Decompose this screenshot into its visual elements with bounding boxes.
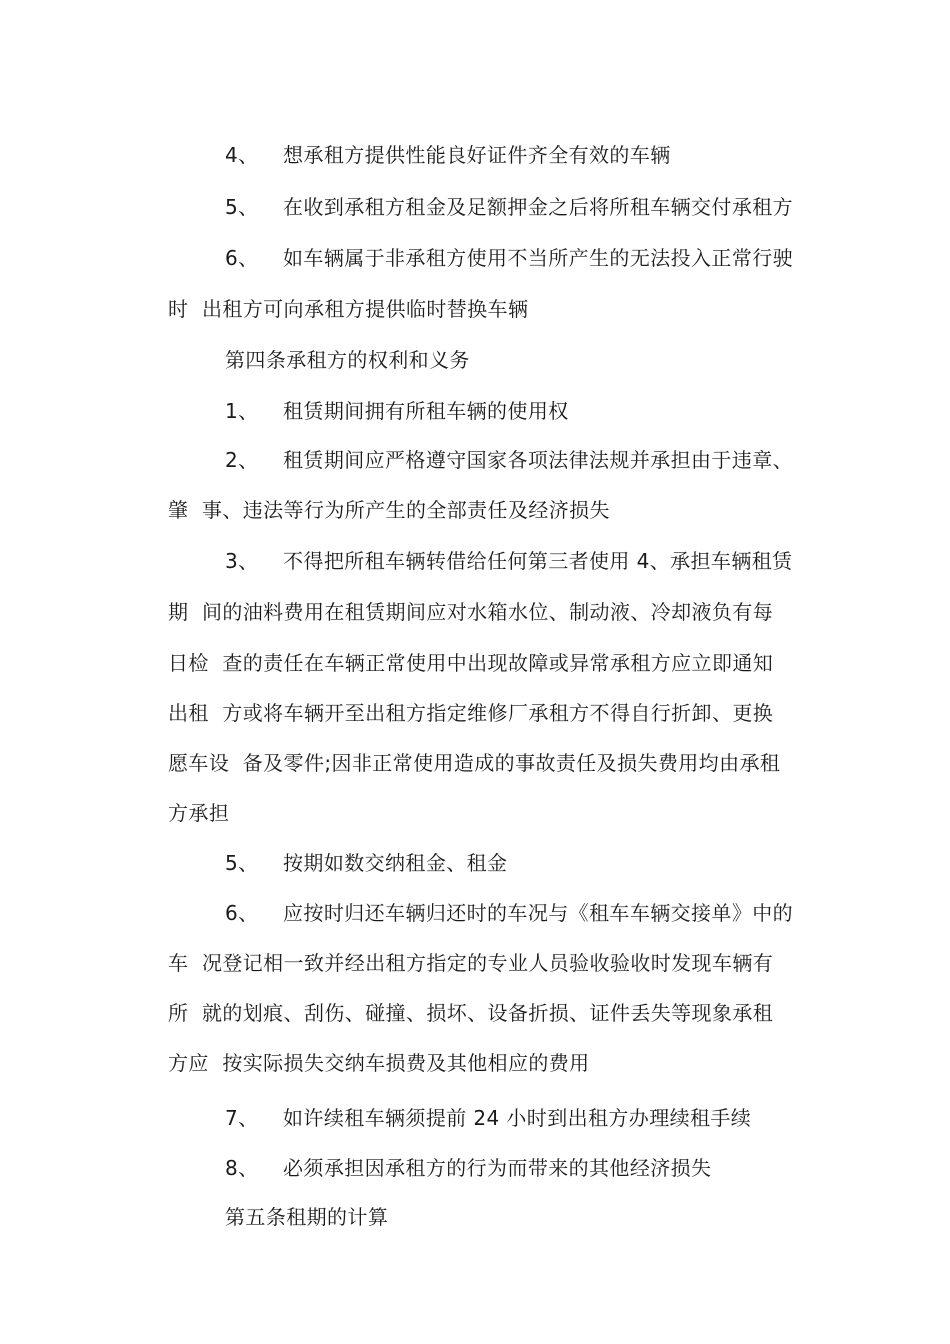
line-text: 车 况登记相一致并经出租方指定的专业人员验收验收时发现车辆有 bbox=[168, 951, 774, 975]
line-text: 日检 查的责任在车辆正常使用中出现故障或异常承租方应立即通知 bbox=[168, 651, 774, 675]
item-text: 不得把所租车辆转借给任何第三者使用 4、承担车辆租赁 bbox=[283, 549, 793, 573]
item-text: 想承租方提供性能良好证件齐全有效的车辆 bbox=[283, 143, 671, 167]
line-text: 方应 按实际损失交纳车损费及其他相应的费用 bbox=[168, 1051, 590, 1075]
item-text: 在收到承租方租金及足额押金之后将所租车辆交付承租方 bbox=[283, 195, 794, 219]
item-text: 应按时归还车辆归还时的车况与《租车车辆交接单》中的 bbox=[283, 901, 794, 925]
heading-text: 第四条承租方的权利和义务 bbox=[225, 348, 470, 372]
line-text: 所 就的划痕、刮伤、碰撞、损坏、设备折损、证件丢失等现象承租 bbox=[168, 1001, 774, 1025]
section-heading bbox=[198, 1172, 388, 1262]
line-text: 方承担 bbox=[168, 801, 230, 825]
item-number: 2、 bbox=[225, 448, 259, 472]
item-number: 7、 bbox=[225, 1106, 259, 1130]
item-text: 租赁期间拥有所租车辆的使用权 bbox=[283, 399, 569, 423]
item-number: 1、 bbox=[225, 399, 259, 423]
item-number: 8、 bbox=[225, 1156, 259, 1180]
item-number: 5、 bbox=[225, 195, 259, 219]
item-number: 6、 bbox=[225, 246, 259, 270]
line-text: 愿车设 备及零件;因非正常使用造成的事故责任及损失费用均由承租 bbox=[168, 751, 781, 775]
heading-text: 第五条租期的计算 bbox=[225, 1205, 389, 1229]
item-text: 如车辆属于非承租方使用不当所产生的无法投入正常行驶 bbox=[283, 246, 794, 270]
item-text: 必须承担因承租方的行为而带来的其他经济损失 bbox=[283, 1156, 712, 1180]
paragraph-line bbox=[141, 718, 780, 808]
item-text: 如许续租车辆须提前 24 小时到出租方办理续租手续 bbox=[283, 1106, 752, 1130]
item-text: 租赁期间应严格遵守国家各项法律法规并承担由于违章、 bbox=[283, 448, 794, 472]
line-text: 肇 事、违法等行为所产生的全部责任及经济损失 bbox=[168, 498, 610, 522]
item-number: 6、 bbox=[225, 901, 259, 925]
item-number: 4、 bbox=[225, 143, 259, 167]
line-text: 时 出租方可向承租方提供临时替换车辆 bbox=[168, 297, 529, 321]
item-number: 3、 bbox=[225, 549, 259, 573]
line-text: 期 间的油料费用在租赁期间应对水箱水位、制动液、冷却液负有每 bbox=[168, 600, 774, 624]
item-number: 5、 bbox=[225, 851, 259, 875]
line-text: 出租 方或将车辆开至出租方指定维修厂承租方不得自行折卸、更换 bbox=[168, 701, 774, 725]
item-text: 按期如数交纳租金、租金 bbox=[283, 851, 508, 875]
